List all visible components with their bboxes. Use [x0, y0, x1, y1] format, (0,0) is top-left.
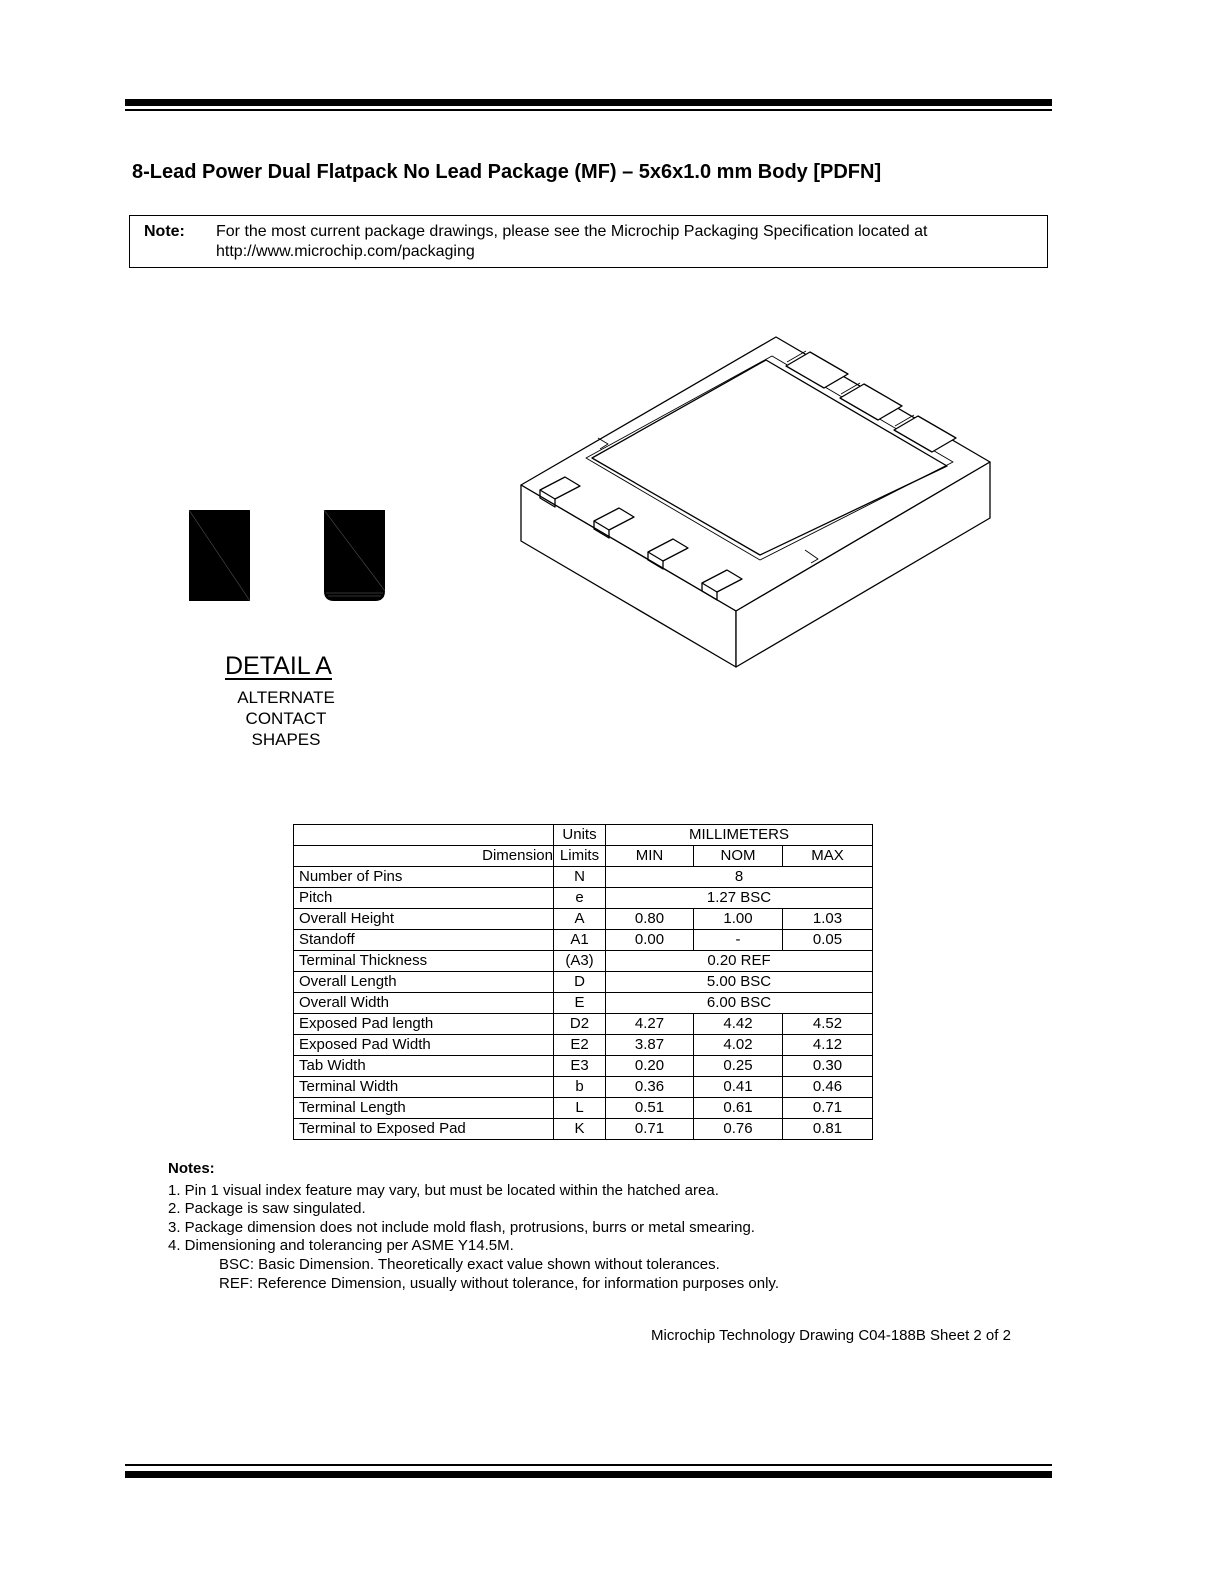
dimension-max: 0.30 — [783, 1056, 873, 1077]
bottom-thick-rule — [125, 1471, 1052, 1478]
detail-a-title: DETAIL A — [225, 652, 332, 680]
dimension-min: 0.20 — [606, 1056, 694, 1077]
dimension-value: 1.27 BSC — [606, 888, 873, 909]
table-row — [294, 1119, 873, 1140]
dimensions-table — [293, 824, 873, 1140]
note-3: 3. Package dimension does not include mold flash, protrusions, burrs or metal smearing. — [168, 1219, 755, 1236]
dimension-symbol: E3 — [554, 1056, 606, 1077]
col-max-header: MAX — [783, 846, 873, 867]
col-nom-header: NOM — [694, 846, 783, 867]
dimension-symbol: A — [554, 909, 606, 930]
dimension-name: Terminal to Exposed Pad — [294, 1119, 554, 1140]
page-title: 8-Lead Power Dual Flatpack No Lead Package (MF) – 5x6x1.0 mm Body [PDFN] — [132, 161, 882, 183]
dimension-value: 6.00 BSC — [606, 993, 873, 1014]
note-2: 2. Package is saw singulated. — [168, 1200, 366, 1217]
dimension-max: 4.12 — [783, 1035, 873, 1056]
limits-label: Limits — [554, 846, 606, 867]
package-isometric-drawing — [500, 320, 1010, 680]
units-label: Units — [554, 825, 606, 846]
dimension-name: Terminal Width — [294, 1077, 554, 1098]
dimension-name: Number of Pins — [294, 867, 554, 888]
dimension-value: 8 — [606, 867, 873, 888]
dimension-max: 4.52 — [783, 1014, 873, 1035]
table-row — [294, 1098, 873, 1119]
dimension-name: Tab Width — [294, 1056, 554, 1077]
dimension-nom: 0.61 — [694, 1098, 783, 1119]
dimension-symbol: (A3) — [554, 951, 606, 972]
dimension-value: 5.00 BSC — [606, 972, 873, 993]
dimension-min: 0.51 — [606, 1098, 694, 1119]
dimension-symbol: N — [554, 867, 606, 888]
note-line-1: For the most current package drawings, please see the Microchip Packaging Specification located at — [216, 223, 928, 240]
dimension-max: 0.81 — [783, 1119, 873, 1140]
dimension-name: Overall Width — [294, 993, 554, 1014]
table-row — [294, 1035, 873, 1056]
square-contact-shape — [189, 510, 250, 601]
dimension-symbol: L — [554, 1098, 606, 1119]
dimension-symbol: D — [554, 972, 606, 993]
table-row — [294, 1014, 873, 1035]
dimension-name: Terminal Thickness — [294, 951, 554, 972]
table-row — [294, 972, 873, 993]
note-box — [129, 215, 1048, 268]
note-line-2: http://www.microchip.com/packaging — [216, 243, 475, 260]
dimension-name: Exposed Pad length — [294, 1014, 554, 1035]
note-bsc: BSC: Basic Dimension. Theoretically exact value shown without tolerances. — [219, 1256, 720, 1273]
note-ref: REF: Reference Dimension, usually without tolerance, for information purposes only. — [219, 1275, 779, 1292]
detail-a-contact-shapes — [185, 505, 390, 605]
table-row — [294, 951, 873, 972]
table-row — [294, 909, 873, 930]
dimension-min: 0.80 — [606, 909, 694, 930]
dimension-label: Dimension — [294, 846, 554, 867]
drawing-footer: Microchip Technology Drawing C04-188B Sheet 2 of 2 — [651, 1327, 1011, 1344]
dimension-nom: 0.76 — [694, 1119, 783, 1140]
dimension-symbol: E2 — [554, 1035, 606, 1056]
table-row — [294, 930, 873, 951]
dimension-min: 3.87 — [606, 1035, 694, 1056]
dimension-min: 4.27 — [606, 1014, 694, 1035]
dimension-min: 0.71 — [606, 1119, 694, 1140]
detail-a-line-3: SHAPES — [251, 730, 321, 749]
top-thin-rule — [125, 109, 1052, 111]
dimension-symbol: K — [554, 1119, 606, 1140]
table-row — [294, 993, 873, 1014]
dimension-symbol: D2 — [554, 1014, 606, 1035]
table-row — [294, 888, 873, 909]
dimension-nom: 1.00 — [694, 909, 783, 930]
detail-a-line-1: ALTERNATE — [237, 688, 335, 707]
dimension-symbol: E — [554, 993, 606, 1014]
dimension-symbol: b — [554, 1077, 606, 1098]
dimension-symbol: e — [554, 888, 606, 909]
dimension-nom: 4.42 — [694, 1014, 783, 1035]
dimension-name: Overall Height — [294, 909, 554, 930]
col-min-header: MIN — [606, 846, 694, 867]
dimension-max: 0.71 — [783, 1098, 873, 1119]
dimension-name: Terminal Length — [294, 1098, 554, 1119]
note-1: 1. Pin 1 visual index feature may vary, but must be located within the hatched area. — [168, 1182, 719, 1199]
dimension-max: 0.46 — [783, 1077, 873, 1098]
dimension-name: Standoff — [294, 930, 554, 951]
bottom-thin-rule — [125, 1464, 1052, 1466]
top-thick-rule — [125, 99, 1052, 106]
table-row — [294, 867, 873, 888]
note-4: 4. Dimensioning and tolerancing per ASME Y14.5M. — [168, 1237, 514, 1254]
dimension-name: Overall Length — [294, 972, 554, 993]
table-row — [294, 1056, 873, 1077]
dimension-min: 0.36 — [606, 1077, 694, 1098]
dimension-max: 1.03 — [783, 909, 873, 930]
dimension-max: 0.05 — [783, 930, 873, 951]
dimension-min: 0.00 — [606, 930, 694, 951]
note-text — [216, 222, 928, 262]
dimension-nom: - — [694, 930, 783, 951]
dimension-nom: 0.41 — [694, 1077, 783, 1098]
table-header-row-limits — [294, 846, 873, 867]
dimension-name: Pitch — [294, 888, 554, 909]
note-label: Note: — [144, 223, 185, 240]
dimension-name: Exposed Pad Width — [294, 1035, 554, 1056]
detail-a-line-2: CONTACT — [245, 709, 327, 728]
dimension-nom: 4.02 — [694, 1035, 783, 1056]
dimension-value: 0.20 REF — [606, 951, 873, 972]
notes-title: Notes: — [168, 1160, 215, 1177]
table-row — [294, 1077, 873, 1098]
table-header-row-units — [294, 825, 873, 846]
dimension-symbol: A1 — [554, 930, 606, 951]
dimension-nom: 0.25 — [694, 1056, 783, 1077]
rounded-contact-shape — [324, 510, 385, 601]
units-value: MILLIMETERS — [606, 825, 873, 846]
